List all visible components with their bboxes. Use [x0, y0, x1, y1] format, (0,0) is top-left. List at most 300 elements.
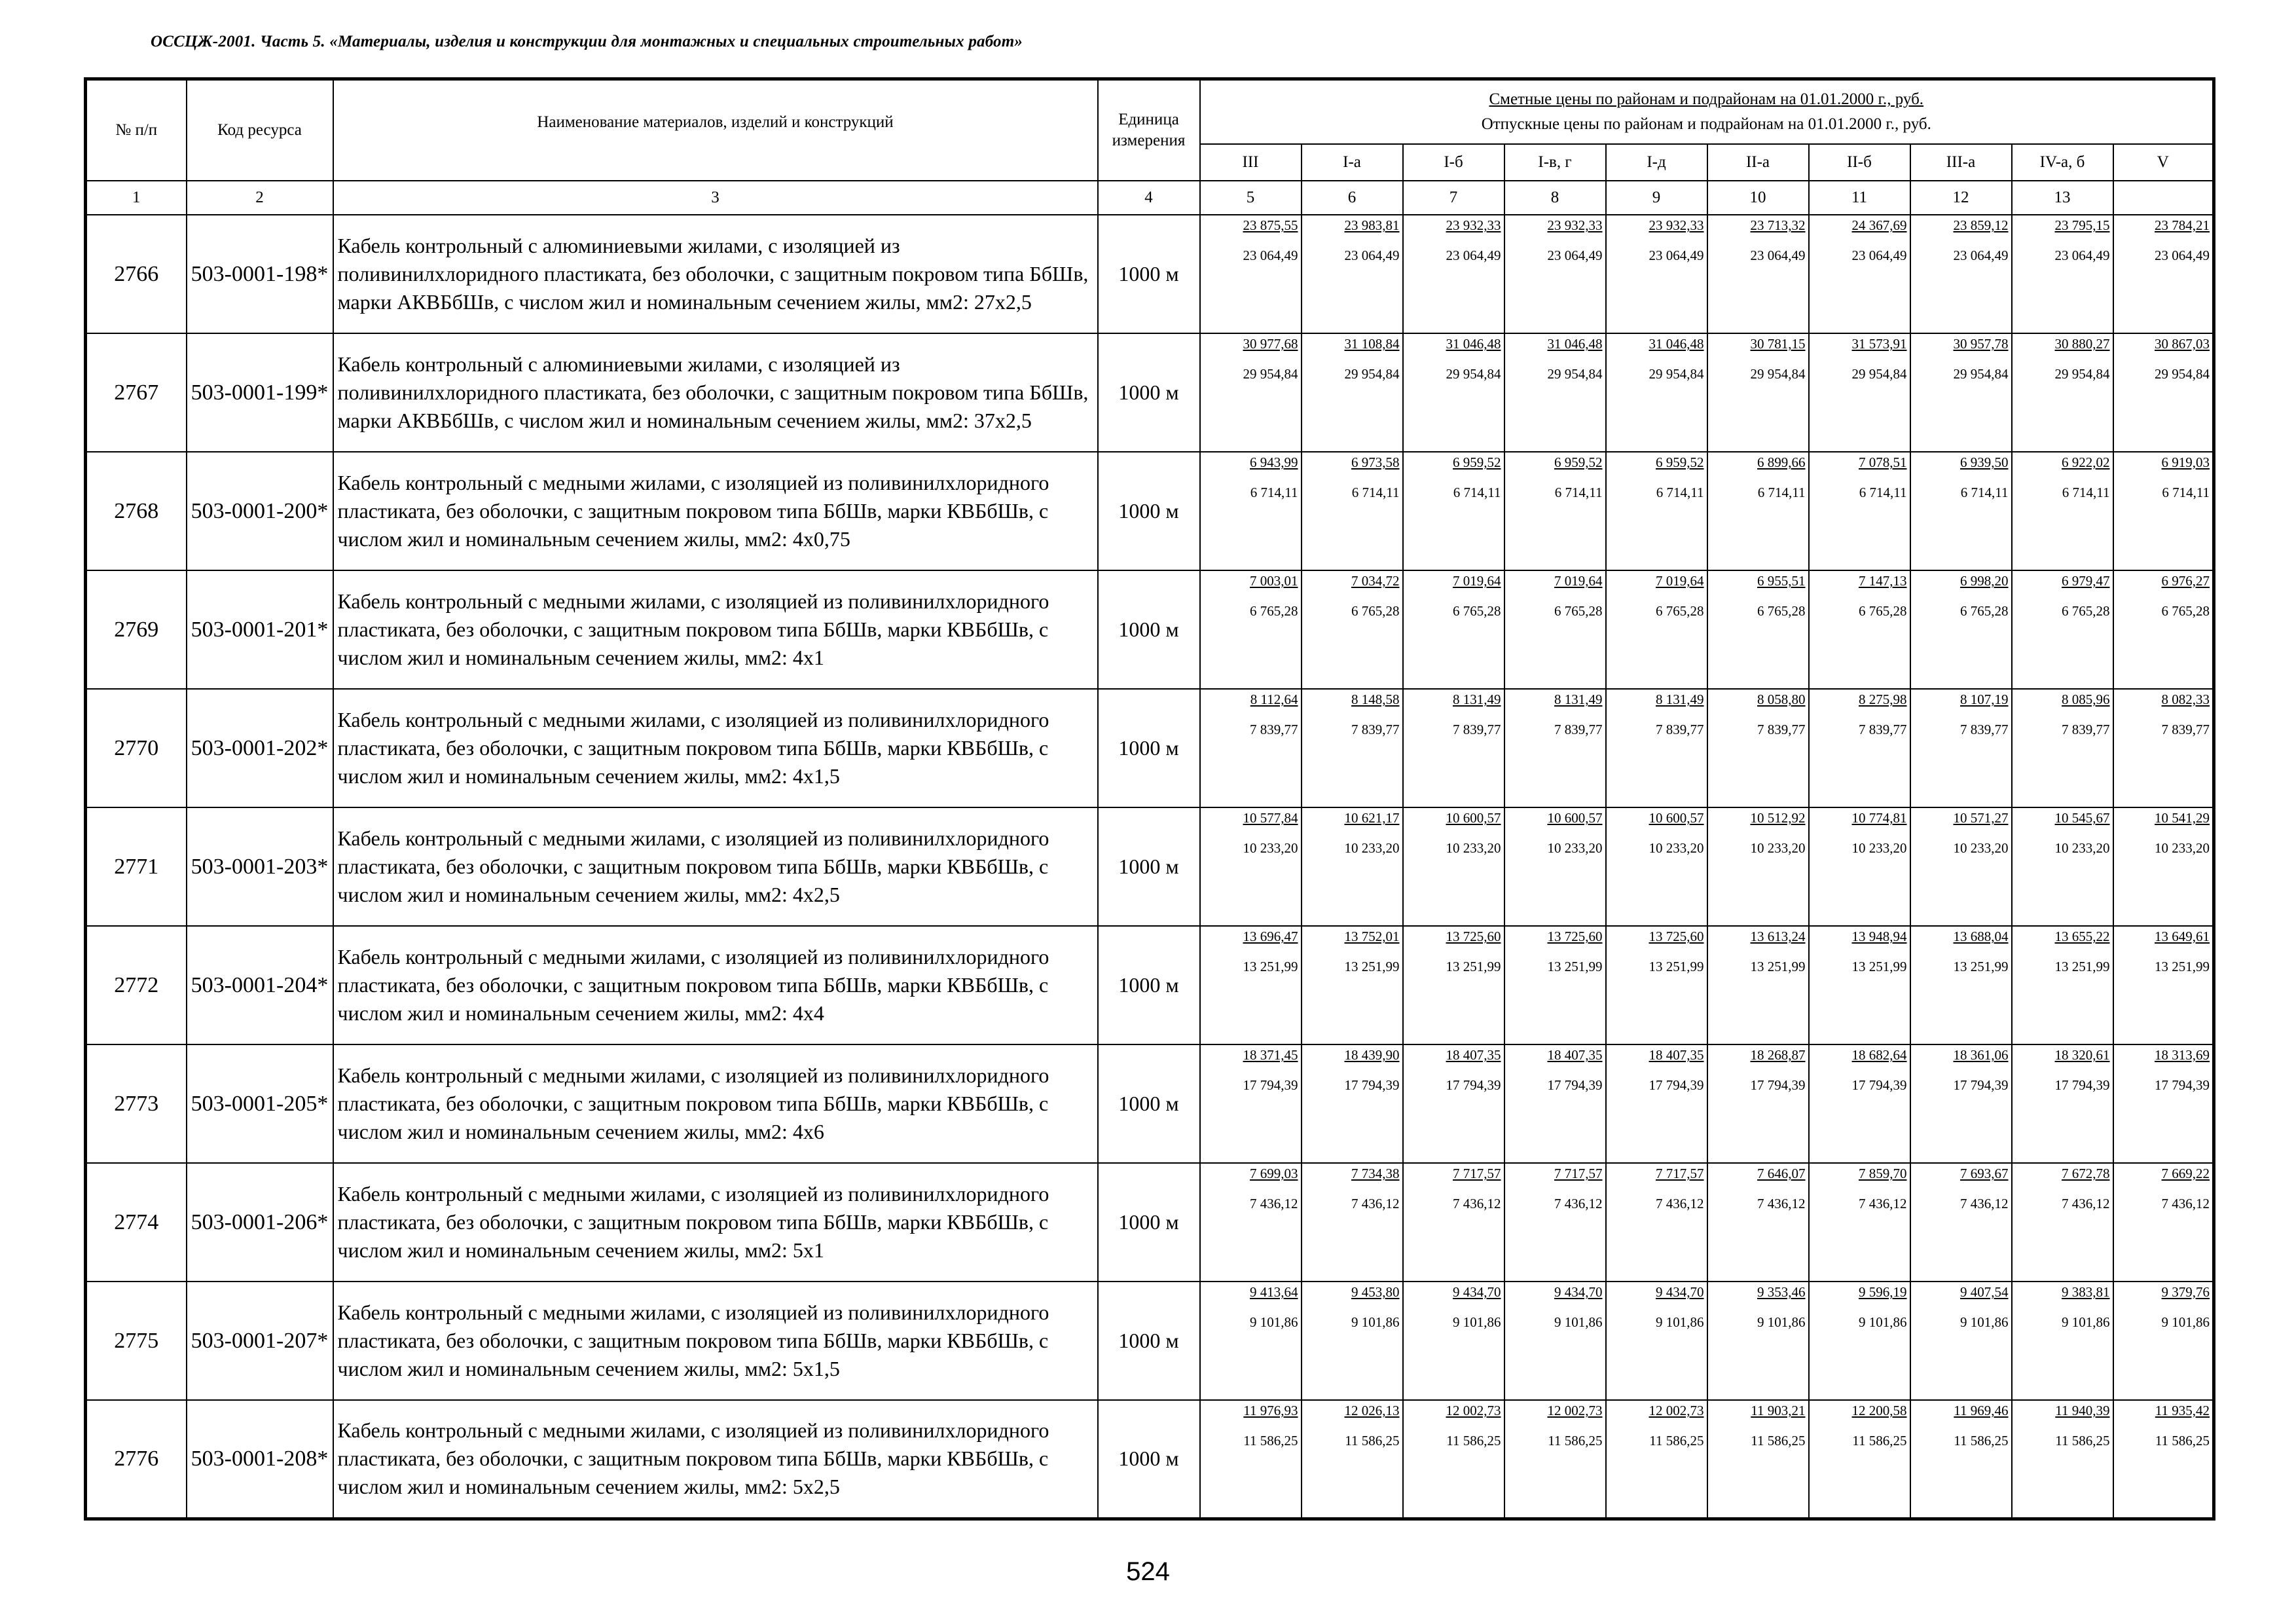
- price-cell: [2113, 926, 2214, 1044]
- price-cell: [1302, 452, 1403, 570]
- release-price: 6 765,28: [1859, 603, 1907, 619]
- estimated-price: 23 859,12: [1953, 217, 2009, 233]
- release-price: 10 233,20: [1344, 840, 1400, 856]
- column-number: 12: [1910, 181, 2012, 215]
- estimated-price: 13 688,04: [1953, 929, 2009, 944]
- price-cell: [1504, 1044, 1606, 1163]
- price-cell: [1504, 452, 1606, 570]
- material-name: Кабель контрольный с медными жилами, с изоляцией из поливинилхлоридного пластиката, без оболочки, с защитным покровом типа БбШв, марки КВБбШв, с числом жил и номинальным сечением жилы, мм2: 4х2,5: [333, 807, 1098, 926]
- estimated-price: 8 082,33: [2161, 692, 2210, 707]
- estimated-price: 8 107,19: [1960, 692, 2009, 707]
- release-price: 7 839,77: [2062, 722, 2110, 737]
- estimated-price: 10 621,17: [1344, 810, 1400, 826]
- price-cell: [1707, 570, 1809, 689]
- estimated-price: 10 774,81: [1851, 810, 1907, 826]
- estimated-price: 13 613,24: [1750, 929, 1806, 944]
- price-cell: [1809, 1400, 1910, 1519]
- resource-code: 503-0001-206*: [187, 1163, 333, 1282]
- row-number: 2775: [86, 1282, 187, 1400]
- price-cell: [1606, 807, 1707, 926]
- price-cell: [1403, 1282, 1504, 1400]
- estimated-price: 23 983,81: [1344, 217, 1400, 233]
- price-cell: [1707, 926, 1809, 1044]
- table-row: [86, 1044, 2214, 1163]
- release-price: 11 586,25: [1345, 1433, 1400, 1449]
- price-cell: [1707, 807, 1809, 926]
- release-price: 9 101,86: [2161, 1314, 2210, 1330]
- estimated-price: 13 649,61: [2155, 929, 2210, 944]
- table-row: [86, 1282, 2214, 1400]
- unit: 1000 м: [1098, 452, 1200, 570]
- release-price: 23 064,49: [1750, 248, 1806, 263]
- estimated-price: 7 693,67: [1960, 1166, 2009, 1181]
- release-price: 9 101,86: [1554, 1314, 1603, 1330]
- estimated-price: 8 275,98: [1859, 692, 1907, 707]
- release-price: 9 101,86: [1250, 1314, 1298, 1330]
- price-cell: [1302, 1163, 1403, 1282]
- price-cell: [1910, 926, 2012, 1044]
- estimated-price: 9 434,70: [1453, 1284, 1501, 1300]
- price-cell: [2113, 570, 2214, 689]
- release-price: 7 839,77: [1351, 722, 1400, 737]
- row-number: 2772: [86, 926, 187, 1044]
- release-price: 29 954,84: [2155, 366, 2210, 382]
- price-cell: [1302, 333, 1403, 452]
- estimated-price: 23 795,15: [2054, 217, 2110, 233]
- release-price: 29 954,84: [1851, 366, 1907, 382]
- release-price: 7 839,77: [1453, 722, 1501, 737]
- price-cell: [1809, 689, 1910, 807]
- estimated-price: 7 859,70: [1859, 1166, 1907, 1181]
- table-row: [86, 1400, 2214, 1519]
- release-price: 17 794,39: [1851, 1077, 1907, 1093]
- estimated-price: 7 003,01: [1250, 573, 1298, 589]
- unit: 1000 м: [1098, 926, 1200, 1044]
- column-number: 6: [1302, 181, 1403, 215]
- release-price: 6 765,28: [2161, 603, 2210, 619]
- column-number: 4: [1098, 181, 1200, 215]
- release-price: 13 251,99: [2155, 959, 2210, 974]
- release-price: 9 101,86: [1960, 1314, 2009, 1330]
- table-body: [86, 215, 2214, 1519]
- resource-code: 503-0001-204*: [187, 926, 333, 1044]
- price-cell: [1809, 333, 1910, 452]
- price-cell: [1910, 807, 2012, 926]
- unit: 1000 м: [1098, 1163, 1200, 1282]
- release-price: 7 436,12: [1250, 1196, 1298, 1211]
- release-price: 13 251,99: [1344, 959, 1400, 974]
- estimated-price: 6 922,02: [2062, 454, 2110, 470]
- price-cell: [1707, 1163, 1809, 1282]
- price-cell: [1606, 1400, 1707, 1519]
- estimated-price: 12 002,73: [1446, 1403, 1501, 1418]
- estimated-price: 6 959,52: [1656, 454, 1704, 470]
- release-price: 11 586,25: [1751, 1433, 1806, 1449]
- estimated-price: 9 407,54: [1960, 1284, 2009, 1300]
- release-price: 11 586,25: [1649, 1433, 1704, 1449]
- release-price: 23 064,49: [1649, 248, 1704, 263]
- release-price: 13 251,99: [1750, 959, 1806, 974]
- estimated-price: 31 046,48: [1446, 336, 1501, 352]
- price-cell: [1809, 807, 1910, 926]
- price-cell: [2012, 452, 2113, 570]
- region-header: IV-а, б: [2012, 144, 2113, 181]
- resource-code: 503-0001-205*: [187, 1044, 333, 1163]
- release-price: 6 714,11: [1859, 485, 1907, 500]
- estimated-price: 23 784,21: [2155, 217, 2210, 233]
- estimated-price: 10 541,29: [2155, 810, 2210, 826]
- release-price: 17 794,39: [1446, 1077, 1501, 1093]
- header-num: № п/п: [86, 79, 187, 181]
- region-header: I-а: [1302, 144, 1403, 181]
- estimated-price: 31 573,91: [1851, 336, 1907, 352]
- estimated-price: 13 725,60: [1547, 929, 1603, 944]
- release-price: 9 101,86: [1656, 1314, 1704, 1330]
- release-price: 7 839,77: [1554, 722, 1603, 737]
- price-cell: [1504, 570, 1606, 689]
- price-cell: [1302, 689, 1403, 807]
- material-name: Кабель контрольный с медными жилами, с изоляцией из поливинилхлоридного пластиката, без оболочки, с защитным покровом типа БбШв, марки КВБбШв, с числом жил и номинальным сечением жилы, мм2: 4х0,75: [333, 452, 1098, 570]
- price-cell: [1707, 1282, 1809, 1400]
- release-price: 17 794,39: [1649, 1077, 1704, 1093]
- estimated-price: 13 948,94: [1851, 929, 1907, 944]
- price-cell: [2012, 807, 2113, 926]
- estimated-price: 9 434,70: [1554, 1284, 1603, 1300]
- estimated-price: 9 434,70: [1656, 1284, 1704, 1300]
- estimated-price: 7 699,03: [1250, 1166, 1298, 1181]
- release-price: 29 954,84: [2054, 366, 2110, 382]
- estimated-price: 8 131,49: [1554, 692, 1603, 707]
- price-cell: [1606, 452, 1707, 570]
- estimated-price: 18 320,61: [2054, 1047, 2110, 1063]
- price-cell: [2113, 1282, 2214, 1400]
- estimated-price: 7 019,64: [1453, 573, 1501, 589]
- release-price: 29 954,84: [1649, 366, 1704, 382]
- price-cell: [1302, 926, 1403, 1044]
- estimated-price: 12 002,73: [1649, 1403, 1704, 1418]
- release-price: 11 586,25: [1954, 1433, 2009, 1449]
- release-price: 10 233,20: [2155, 840, 2210, 856]
- release-price: 13 251,99: [1851, 959, 1907, 974]
- estimated-price: 6 955,51: [1757, 573, 1806, 589]
- release-price: 23 064,49: [1851, 248, 1907, 263]
- price-cell: [1606, 570, 1707, 689]
- price-cell: [1809, 1282, 1910, 1400]
- estimated-price: 30 957,78: [1953, 336, 2009, 352]
- estimated-price: 6 998,20: [1960, 573, 2009, 589]
- estimated-price: 18 361,06: [1953, 1047, 2009, 1063]
- release-price: 11 586,25: [2155, 1433, 2210, 1449]
- release-price: 10 233,20: [1750, 840, 1806, 856]
- row-number: 2769: [86, 570, 187, 689]
- estimated-price: 7 669,22: [2161, 1166, 2210, 1181]
- price-cell: [2012, 689, 2113, 807]
- release-price: 29 954,84: [1547, 366, 1603, 382]
- table-row: [86, 215, 2214, 333]
- resource-code: 503-0001-207*: [187, 1282, 333, 1400]
- release-price: 13 251,99: [1953, 959, 2009, 974]
- estimated-price: 6 943,99: [1250, 454, 1298, 470]
- price-cell: [1200, 452, 1302, 570]
- price-cell: [1403, 452, 1504, 570]
- unit: 1000 м: [1098, 570, 1200, 689]
- price-cell: [2113, 807, 2214, 926]
- price-cell: [1910, 1163, 2012, 1282]
- estimated-price: 7 717,57: [1453, 1166, 1501, 1181]
- price-cell: [2012, 333, 2113, 452]
- table-row: [86, 333, 2214, 452]
- price-cell: [1403, 570, 1504, 689]
- release-price: 6 765,28: [1757, 603, 1806, 619]
- price-cell: [1910, 215, 2012, 333]
- price-cell: [1504, 215, 1606, 333]
- estimated-price: 13 725,60: [1446, 929, 1501, 944]
- estimated-price: 9 353,46: [1757, 1284, 1806, 1300]
- release-price: 7 436,12: [1351, 1196, 1400, 1211]
- price-cell: [2012, 570, 2113, 689]
- unit: 1000 м: [1098, 215, 1200, 333]
- release-price: 6 714,11: [1250, 485, 1298, 500]
- estimated-price: 11 940,39: [2055, 1403, 2110, 1418]
- release-price: 6 765,28: [2062, 603, 2110, 619]
- table-row: [86, 1163, 2214, 1282]
- material-name: Кабель контрольный с медными жилами, с изоляцией из поливинилхлоридного пластиката, без оболочки, с защитным покровом типа БбШв, марки КВБбШв, с числом жил и номинальным сечением жилы, мм2: 5х1: [333, 1163, 1098, 1282]
- release-price: 11 586,25: [1548, 1433, 1603, 1449]
- resource-code: 503-0001-198*: [187, 215, 333, 333]
- estimated-price: 13 725,60: [1649, 929, 1704, 944]
- release-price: 7 839,77: [2161, 722, 2210, 737]
- price-cell: [1504, 807, 1606, 926]
- price-cell: [1809, 452, 1910, 570]
- estimated-price: 30 781,15: [1750, 336, 1806, 352]
- row-number: 2776: [86, 1400, 187, 1519]
- estimated-price: 10 577,84: [1243, 810, 1298, 826]
- estimated-price: 13 752,01: [1344, 929, 1400, 944]
- row-number: 2766: [86, 215, 187, 333]
- estimated-price: 8 058,80: [1757, 692, 1806, 707]
- price-cell: [1910, 1044, 2012, 1163]
- release-price: 6 765,28: [1960, 603, 2009, 619]
- material-name: Кабель контрольный с медными жилами, с изоляцией из поливинилхлоридного пластиката, без оболочки, с защитным покровом типа БбШв, марки КВБбШв, с числом жил и номинальным сечением жилы, мм2: 4х1: [333, 570, 1098, 689]
- release-price: 23 064,49: [1344, 248, 1400, 263]
- price-cell: [1910, 689, 2012, 807]
- price-cell: [1809, 1163, 1910, 1282]
- region-header: II-б: [1809, 144, 1910, 181]
- column-number: 2: [187, 181, 333, 215]
- estimated-price: 23 713,32: [1750, 217, 1806, 233]
- release-price: 23 064,49: [1953, 248, 2009, 263]
- release-price: 6 714,11: [2062, 485, 2110, 500]
- price-cell: [1200, 807, 1302, 926]
- estimated-price: 6 973,58: [1351, 454, 1400, 470]
- region-header: III: [1200, 144, 1302, 181]
- material-name: Кабель контрольный с медными жилами, с изоляцией из поливинилхлоридного пластиката, без оболочки, с защитным покровом типа БбШв, марки КВБбШв, с числом жил и номинальным сечением жилы, мм2: 4х1,5: [333, 689, 1098, 807]
- price-cell: [1910, 1282, 2012, 1400]
- resource-code: 503-0001-199*: [187, 333, 333, 452]
- price-cell: [1302, 1044, 1403, 1163]
- page-title: ОССЦЖ-2001. Часть 5. «Материалы, изделия и конструкции для монтажных и специальных строительных работ»: [151, 33, 1023, 50]
- column-number: 10: [1707, 181, 1809, 215]
- release-price: 17 794,39: [1547, 1077, 1603, 1093]
- release-price: 6 765,28: [1656, 603, 1704, 619]
- release-price: 10 233,20: [1446, 840, 1501, 856]
- release-price: 11 586,25: [1852, 1433, 1907, 1449]
- release-price: 17 794,39: [2054, 1077, 2110, 1093]
- release-price: 10 233,20: [2054, 840, 2110, 856]
- estimated-price: 7 147,13: [1859, 573, 1907, 589]
- release-price: 7 839,77: [1859, 722, 1907, 737]
- release-price: 7 436,12: [2062, 1196, 2110, 1211]
- estimated-price: 10 571,27: [1953, 810, 2009, 826]
- estimated-price: 18 371,45: [1243, 1047, 1298, 1063]
- price-cell: [2012, 215, 2113, 333]
- estimated-price: 13 696,47: [1243, 929, 1298, 944]
- price-cell: [1910, 1400, 2012, 1519]
- release-price: 9 101,86: [1859, 1314, 1907, 1330]
- price-cell: [1302, 215, 1403, 333]
- unit: 1000 м: [1098, 1282, 1200, 1400]
- price-cell: [1504, 689, 1606, 807]
- table-row: [86, 452, 2214, 570]
- region-header: I-б: [1403, 144, 1504, 181]
- estimated-price: 10 600,57: [1649, 810, 1704, 826]
- estimated-price: 23 932,33: [1649, 217, 1704, 233]
- estimated-price: 8 131,49: [1453, 692, 1501, 707]
- estimated-price: 6 979,47: [2062, 573, 2110, 589]
- release-price: 23 064,49: [1243, 248, 1298, 263]
- release-price: 7 436,12: [1859, 1196, 1907, 1211]
- estimated-price: 7 734,38: [1351, 1166, 1400, 1181]
- unit: 1000 м: [1098, 1044, 1200, 1163]
- release-price: 7 839,77: [1656, 722, 1704, 737]
- release-price: 10 233,20: [1851, 840, 1907, 856]
- price-cell: [1403, 689, 1504, 807]
- price-cell: [1302, 1282, 1403, 1400]
- price-cell: [1606, 1163, 1707, 1282]
- page-number: 524: [1126, 1557, 1170, 1586]
- estimated-price: 13 655,22: [2054, 929, 2110, 944]
- estimated-price: 9 413,64: [1250, 1284, 1298, 1300]
- estimated-price: 6 919,03: [2161, 454, 2210, 470]
- estimated-price: 31 046,48: [1649, 336, 1704, 352]
- estimated-price: 6 976,27: [2161, 573, 2210, 589]
- release-price: 29 954,84: [1446, 366, 1501, 382]
- estimated-price: 11 969,46: [1954, 1403, 2009, 1418]
- estimated-price: 7 717,57: [1554, 1166, 1603, 1181]
- release-price: 6 714,11: [1960, 485, 2009, 500]
- price-cell: [1403, 1163, 1504, 1282]
- material-name: Кабель контрольный с медными жилами, с изоляцией из поливинилхлоридного пластиката, без оболочки, с защитным покровом типа БбШв, марки КВБбШв, с числом жил и номинальным сечением жилы, мм2: 5х2,5: [333, 1400, 1098, 1519]
- price-cell: [1200, 1163, 1302, 1282]
- estimated-price: 8 112,64: [1250, 692, 1298, 707]
- estimated-price: 31 046,48: [1547, 336, 1603, 352]
- region-header: II-а: [1707, 144, 1809, 181]
- price-cell: [1200, 689, 1302, 807]
- column-number-row: [86, 181, 2214, 215]
- material-name: Кабель контрольный с медными жилами, с изоляцией из поливинилхлоридного пластиката, без оболочки, с защитным покровом типа БбШв, марки КВБбШв, с числом жил и номинальным сечением жилы, мм2: 4х4: [333, 926, 1098, 1044]
- price-cell: [1606, 689, 1707, 807]
- release-price: 10 233,20: [1547, 840, 1603, 856]
- estimated-price: 18 407,35: [1547, 1047, 1603, 1063]
- release-price: 13 251,99: [1446, 959, 1501, 974]
- release-price: 6 765,28: [1250, 603, 1298, 619]
- table-row: [86, 807, 2214, 926]
- price-cell: [2012, 1163, 2113, 1282]
- estimated-price: 8 148,58: [1351, 692, 1400, 707]
- price-cell: [1707, 333, 1809, 452]
- price-cell: [1707, 1044, 1809, 1163]
- release-price: 6 714,11: [1351, 485, 1400, 500]
- price-cell: [1809, 926, 1910, 1044]
- header-release-prices: Отпускные цены по районам и подрайонам на 01.01.2000 г., руб.: [1481, 115, 1931, 133]
- release-price: 6 765,28: [1351, 603, 1400, 619]
- price-cell: [1200, 1044, 1302, 1163]
- estimated-price: 10 512,92: [1750, 810, 1806, 826]
- estimated-price: 6 959,52: [1554, 454, 1603, 470]
- release-price: 10 233,20: [1649, 840, 1704, 856]
- price-table: [84, 77, 2215, 1521]
- release-price: 9 101,86: [1453, 1314, 1501, 1330]
- price-cell: [1403, 1400, 1504, 1519]
- estimated-price: 30 880,27: [2054, 336, 2110, 352]
- release-price: 7 839,77: [1250, 722, 1298, 737]
- header-estimated-prices: Сметные цены по районам и подрайонам на 01.01.2000 г., руб.: [1489, 90, 1924, 108]
- resource-code: 503-0001-203*: [187, 807, 333, 926]
- header-code: Код ресурса: [187, 79, 333, 181]
- estimated-price: 12 200,58: [1851, 1403, 1907, 1418]
- release-price: 6 714,11: [1453, 485, 1501, 500]
- column-number: 8: [1504, 181, 1606, 215]
- release-price: 11 586,25: [1243, 1433, 1298, 1449]
- resource-code: 503-0001-201*: [187, 570, 333, 689]
- table-row: [86, 689, 2214, 807]
- row-number: 2770: [86, 689, 187, 807]
- estimated-price: 8 131,49: [1656, 692, 1704, 707]
- release-price: 6 765,28: [1554, 603, 1603, 619]
- estimated-price: 6 939,50: [1960, 454, 2009, 470]
- region-header: I-д: [1606, 144, 1707, 181]
- release-price: 9 101,86: [2062, 1314, 2110, 1330]
- estimated-price: 7 717,57: [1656, 1166, 1704, 1181]
- release-price: 13 251,99: [1649, 959, 1704, 974]
- column-number: 13: [2012, 181, 2113, 215]
- estimated-price: 23 932,33: [1547, 217, 1603, 233]
- estimated-price: 9 379,76: [2161, 1284, 2210, 1300]
- release-price: 11 586,25: [2055, 1433, 2110, 1449]
- row-number: 2773: [86, 1044, 187, 1163]
- price-cell: [1504, 1282, 1606, 1400]
- header-price-group: [1200, 79, 2214, 145]
- release-price: 6 714,11: [1656, 485, 1704, 500]
- price-cell: [1809, 570, 1910, 689]
- price-cell: [1200, 1400, 1302, 1519]
- price-cell: [1200, 215, 1302, 333]
- release-price: 7 839,77: [1960, 722, 2009, 737]
- column-number: 9: [1606, 181, 1707, 215]
- release-price: 29 954,84: [1750, 366, 1806, 382]
- release-price: 9 101,86: [1757, 1314, 1806, 1330]
- price-cell: [1403, 333, 1504, 452]
- price-cell: [1809, 215, 1910, 333]
- release-price: 7 436,12: [1656, 1196, 1704, 1211]
- price-cell: [1707, 1400, 1809, 1519]
- row-number: 2771: [86, 807, 187, 926]
- estimated-price: 9 453,80: [1351, 1284, 1400, 1300]
- table-row: [86, 926, 2214, 1044]
- price-cell: [1200, 1282, 1302, 1400]
- region-header: V: [2113, 144, 2214, 181]
- table-row: [86, 570, 2214, 689]
